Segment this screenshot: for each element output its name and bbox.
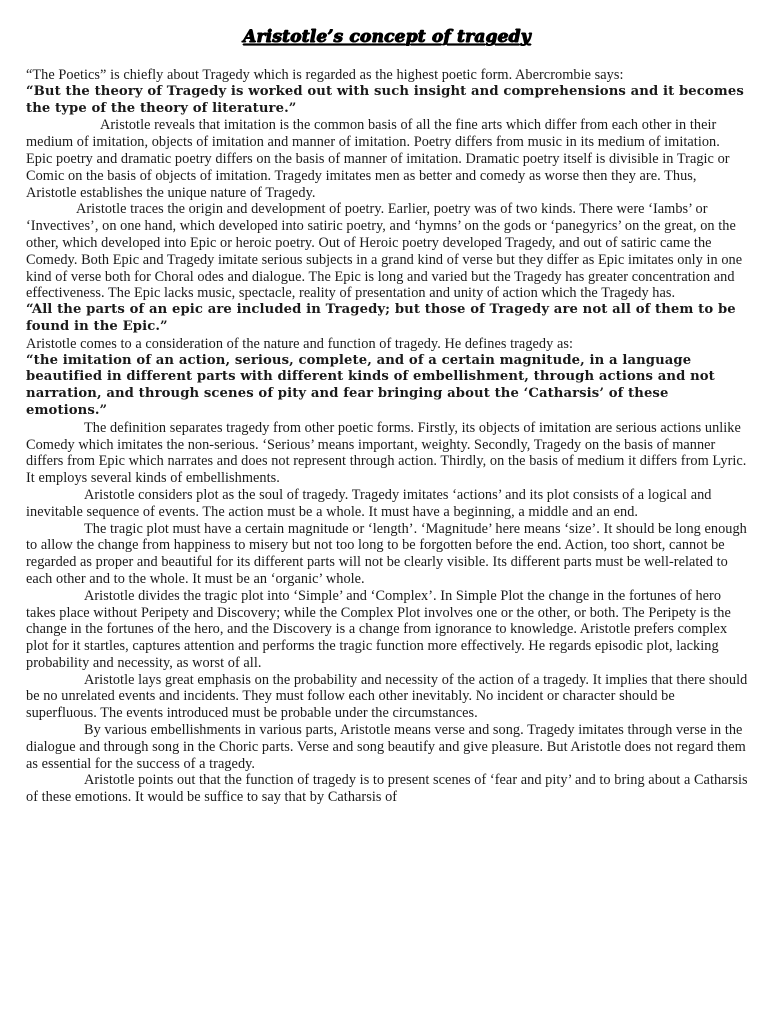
- paragraph: The tragic plot must have a certain magnitude or ‘length’. ‘Magnitude’ here means ‘size’. It should be long enough to allow the change from happiness to misery but not too long to be forgotten before the end. Action, too short, cannot be regarded as proper and beautiful for its different parts will not be clearly visible. Its different parts must be well-related to each other and to the whole. It must be an ‘organic’ whole.: [26, 520, 747, 587]
- paragraph: Aristotle divides the tragic plot into ‘Simple’ and ‘Complex’. In Simple Plot the change in the fortunes of hero takes place without Peripety and Discovery; while the Complex Plot involves one or the other, or both. The Peripety is the change in the fortunes of the hero, and the Discovery is a change from ignorance to knowledge. Aristotle prefers complex plot for it startles, captures attention and performs the tragic function more effectively. He regards episodic plot, lacking probability and necessity, as worst of all.: [26, 587, 731, 671]
- paragraph: “The Poetics” is chiefly about Tragedy which is regarded as the highest poetic form. Abercrombie says:: [26, 67, 624, 83]
- paragraph: The definition separates tragedy from other poetic forms. Firstly, its objects of imitation are serious actions unlike Comedy which imitates the non-serious. ‘Serious’ means important, weighty. Secondly, Tragedy on the basis of manner differs from Epic which narrates and does not represent through action. Thirdly, on the basis of medium it differs from Lyric. It employs several kinds of embellishments.: [26, 419, 747, 487]
- quote-paragraph: “But the theory of Tragedy is worked out with such insight and comprehensions and it becomes the type of the theory of literature.”: [26, 83, 744, 116]
- document-body: [26, 67, 748, 806]
- paragraph: Aristotle lays great emphasis on the probability and necessity of the action of a tragedy. It implies that there should be no unrelated events and incidents. They must follow each other inevitably. No incident or character should be superfluous. The events introduced must be probable under the circumstances.: [26, 671, 748, 722]
- quote-paragraph: “All the parts of an epic are included in Tragedy; but those of Tragedy are not all of them to be found in the Epic.”: [26, 302, 736, 334]
- paragraph: Aristotle comes to a consideration of the nature and function of tragedy. He defines tragedy as:: [26, 335, 573, 352]
- quote-paragraph: “the imitation of an action, serious, complete, and of a certain magnitude, in a language beautified in different parts with different kinds of embellishment, through actions and not narration, and through scenes of pity and fear bringing about the ‘Catharsis’ of these emotions.”: [26, 352, 715, 418]
- page-title: Aristotle’s concept of tragedy: [243, 27, 531, 47]
- paragraph: Aristotle reveals that imitation is the common basis of all the fine arts which differ from each other in their medium of imitation, objects of imitation and manner of imitation. Poetry differs from music in its medium of imitation. Epic poetry and dramatic poetry differs on the basis of manner of imitation. Dramatic poetry itself is divisible in Tragic or Comic on the basis of objects of imitation. Tragedy imitates men as better and comedy as worse then they are. Thus, Aristotle establishes the unique nature of Tragedy.: [26, 117, 730, 201]
- paragraph: Aristotle considers plot as the soul of tragedy. Tragedy imitates ‘actions’ and its plot consists of a logical and inevitable sequence of events. The action must be a whole. It must have a beginning, a middle and an end.: [26, 486, 712, 520]
- paragraph: By various embellishments in various parts, Aristotle means verse and song. Tragedy imitates through verse in the dialogue and through song in the Choric parts. Verse and song beautify and give pleasure. But Aristotle does not regard them as essential for the success of a tragedy.: [26, 722, 746, 772]
- paragraph: Aristotle traces the origin and development of poetry. Earlier, poetry was of two kinds. There were ‘Iambs’ or ‘Invectives’, on one hand, which developed into satiric poetry, and ‘hymns’ on the gods or ‘panegyrics’ on the great, on the other, which developed into Epic or heroic poetry. Out of Heroic poetry developed Tragedy, and out of satiric came the Comedy. Both Epic and Tragedy imitate serious subjects in a grand kind of verse but they differ as Epic imitates only in one kind of verse both for Choral odes and dialogue. The Epic is long and varied but the Tragedy has greater concentration and effectiveness. The Epic lacks music, spectacle, reality of presentation and unity of action which the Tragedy has.: [26, 201, 743, 302]
- paragraph: Aristotle points out that the function of tragedy is to present scenes of ‘fear and pity’ and to bring about a Catharsis of these emotions. It would be suffice to say that by Catharsis of: [26, 772, 748, 806]
